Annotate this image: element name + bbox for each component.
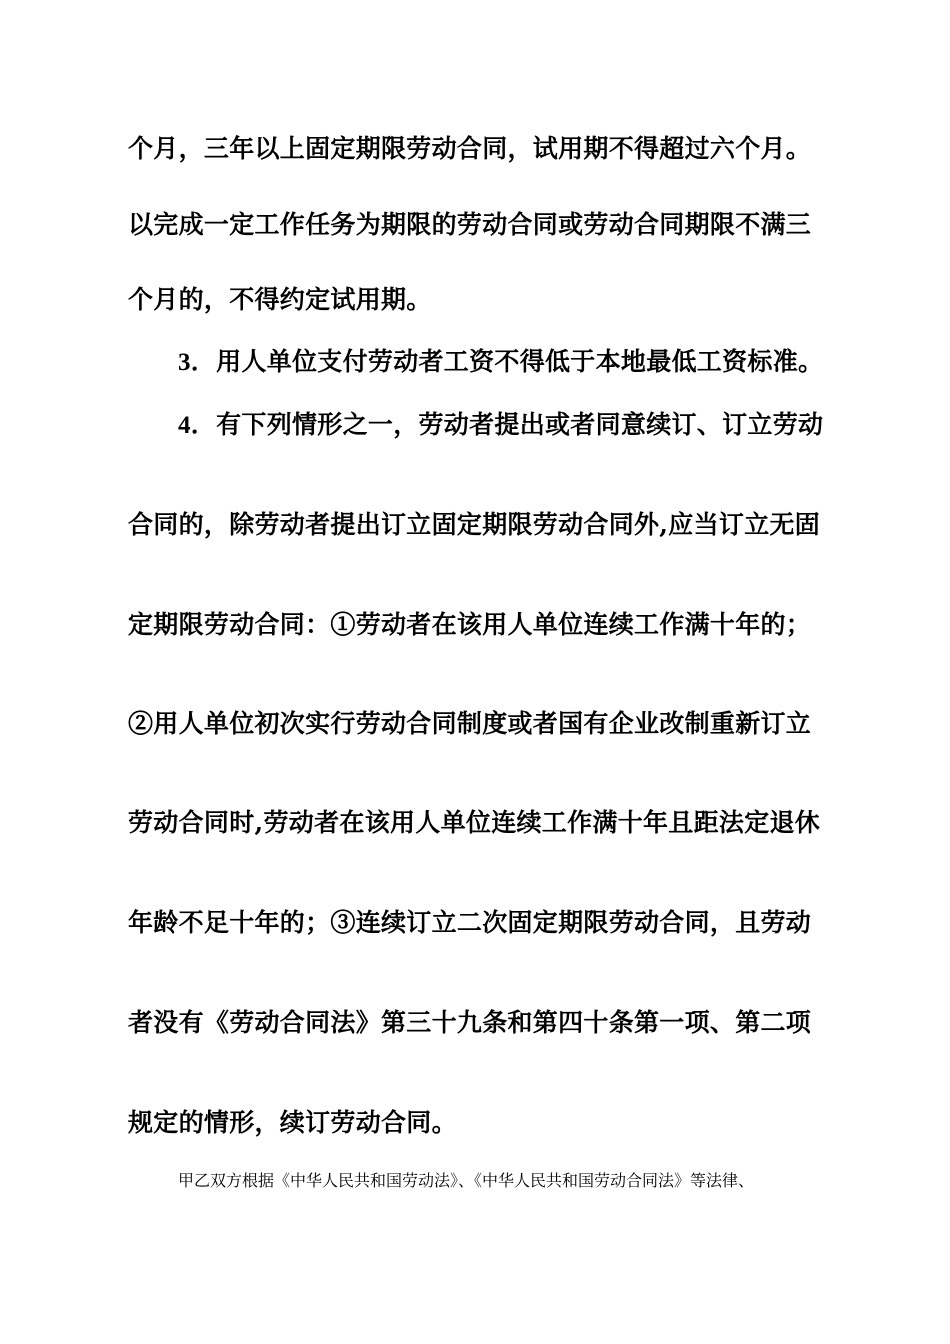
footnote-text: 甲乙双方根据《中华人民共和国劳动法》、《中华人民共和国劳动合同法》等法律、 bbox=[178, 1171, 755, 1190]
text-line-2: 以完成一定工作任务为期限的劳动合同或劳动合同期限不满三 bbox=[128, 210, 812, 239]
list-item-4-text: 有下列情形之一，劳动者提出或者同意续订、订立劳动 bbox=[216, 410, 824, 439]
list-item-3 bbox=[178, 347, 823, 378]
text-line-9: 劳动合同时,劳动者在该用人单位连续工作满十年且距法定退休 bbox=[128, 808, 821, 837]
text-line-6: 合同的，除劳动者提出订立固定期限劳动合同外,应当订立无固 bbox=[128, 510, 821, 539]
list-item-4 bbox=[178, 410, 823, 441]
text-line-1: 个月，三年以上固定期限劳动合同，试用期不得超过六个月。 bbox=[128, 134, 812, 163]
list-item-3-number: 3． bbox=[178, 349, 217, 376]
text-line-7: 定期限劳动合同：①劳动者在该用人单位连续工作满十年的； bbox=[128, 610, 812, 639]
text-line-3: 个月的，不得约定试用期。 bbox=[128, 285, 432, 314]
list-item-3-text: 用人单位支付劳动者工资不得低于本地最低工资标准。 bbox=[216, 347, 824, 376]
text-line-12: 规定的情形，续订劳动合同。 bbox=[128, 1108, 457, 1137]
list-item-4-number: 4． bbox=[178, 412, 217, 439]
text-line-8: ②用人单位初次实行劳动合同制度或者国有企业改制重新订立 bbox=[128, 709, 812, 738]
text-line-10: 年龄不足十年的；③连续订立二次固定期限劳动合同，且劳动 bbox=[128, 908, 812, 937]
text-line-11: 者没有《劳动合同法》第三十九条和第四十条第一项、第二项 bbox=[128, 1008, 812, 1037]
